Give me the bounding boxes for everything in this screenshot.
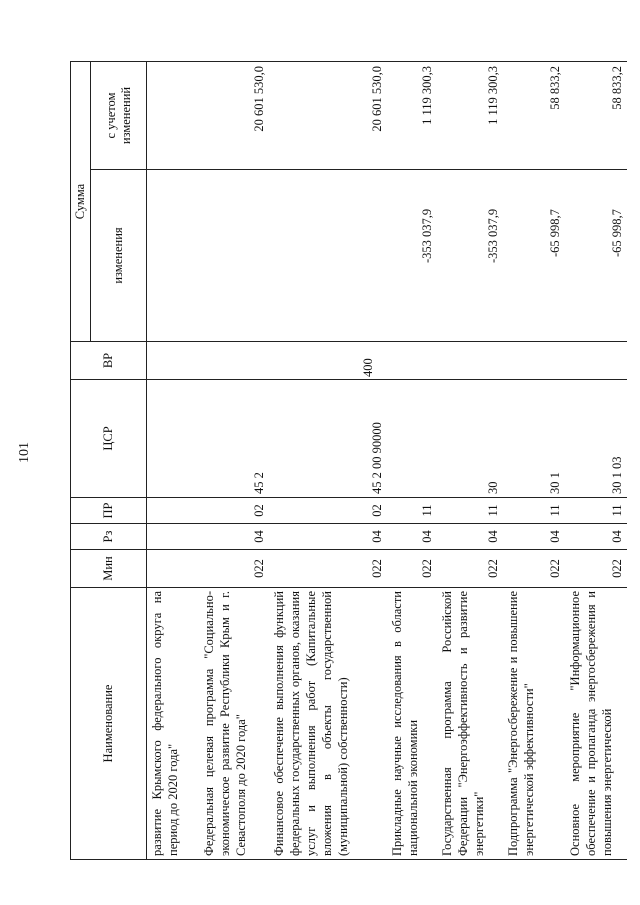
row-vr (565, 342, 627, 380)
row-rz: 04 (199, 524, 269, 550)
row-changes: -65 998,7 (503, 170, 565, 342)
row-with-changes: 1 119 300,3 (387, 62, 437, 170)
row-name: Федеральная целевая программа "Социально-экономическое развитие Республики Крым и г. Севастополя до 2020 года" (199, 588, 269, 860)
row-rz: 04 (437, 524, 503, 550)
header-name: Наименование (71, 588, 147, 860)
table-row (437, 62, 503, 860)
row-changes: -353 037,9 (437, 170, 503, 342)
row-min: 022 (503, 550, 565, 588)
row-min: 022 (565, 550, 627, 588)
row-vr (199, 342, 269, 380)
row-with-changes: 1 119 300,3 (437, 62, 503, 170)
row-vr (437, 342, 503, 380)
row-with-changes: 58 833,2 (503, 62, 565, 170)
row-rz: 04 (565, 524, 627, 550)
row-with-changes: 20 601 530,0 (199, 62, 269, 170)
page-number: 101 (17, 442, 32, 464)
row-with-changes (147, 62, 199, 170)
row-pr: 02 (199, 498, 269, 524)
header-csr: ЦСР (71, 380, 147, 498)
table-row (565, 62, 627, 860)
row-with-changes: 58 833,2 (565, 62, 627, 170)
row-name: Основное мероприятие "Информационное обеспечение и пропаганда энергосбережения и повышения энергетической (565, 588, 627, 860)
row-pr: 11 (565, 498, 627, 524)
row-changes: -353 037,9 (387, 170, 437, 342)
table-row (147, 62, 199, 860)
row-rz: 04 (269, 524, 387, 550)
row-with-changes: 20 601 530,0 (269, 62, 387, 170)
row-pr: 11 (437, 498, 503, 524)
row-name: Государственная программа Российской Федерации "Энергоэффективность и развитие энергетики" (437, 588, 503, 860)
row-name: развитие Крымского федерального округа на период до 2020 года" (147, 588, 199, 860)
row-rz (147, 524, 199, 550)
rotated-page (70, 60, 630, 860)
row-csr: 30 (437, 380, 503, 498)
row-pr: 11 (503, 498, 565, 524)
row-pr: 02 (269, 498, 387, 524)
row-pr: 11 (387, 498, 437, 524)
row-csr: 30 1 (503, 380, 565, 498)
row-pr (147, 498, 199, 524)
row-min: 022 (199, 550, 269, 588)
row-vr (147, 342, 199, 380)
row-name: Финансовое обеспечение выполнения функций федеральных государственных органов, оказания услуг и выполнения работ (Капитальные вложения в объекты государственной (муниципальной) собственности) (269, 588, 387, 860)
row-min: 022 (387, 550, 437, 588)
header-with-changes: с учетом изменений (91, 62, 147, 170)
row-csr (387, 380, 437, 498)
header-changes: изменения (91, 170, 147, 342)
row-rz: 04 (387, 524, 437, 550)
row-min: 022 (269, 550, 387, 588)
header-pr: ПР (71, 498, 147, 524)
row-min (147, 550, 199, 588)
row-changes (269, 170, 387, 342)
table-row (387, 62, 437, 860)
header-vr: ВР (71, 342, 147, 380)
row-vr: 400 (269, 342, 387, 380)
row-csr: 30 1 03 (565, 380, 627, 498)
table-row (269, 62, 387, 860)
header-sum: Сумма (71, 62, 91, 342)
row-vr (387, 342, 437, 380)
row-name: Прикладные научные исследования в области национальной экономики (387, 588, 437, 860)
row-min: 022 (437, 550, 503, 588)
header-min: Мин (71, 550, 147, 588)
row-csr (147, 380, 199, 498)
row-changes (199, 170, 269, 342)
row-changes: -65 998,7 (565, 170, 627, 342)
row-vr (503, 342, 565, 380)
row-csr: 45 2 00 90000 (269, 380, 387, 498)
header-rz: Рз (71, 524, 147, 550)
budget-table (70, 61, 627, 860)
row-name: Подпрограмма "Энергосбережение и повышение энергетической эффективности" (503, 588, 565, 860)
table-row (503, 62, 565, 860)
row-changes (147, 170, 199, 342)
table-row (199, 62, 269, 860)
row-csr: 45 2 (199, 380, 269, 498)
row-rz: 04 (503, 524, 565, 550)
